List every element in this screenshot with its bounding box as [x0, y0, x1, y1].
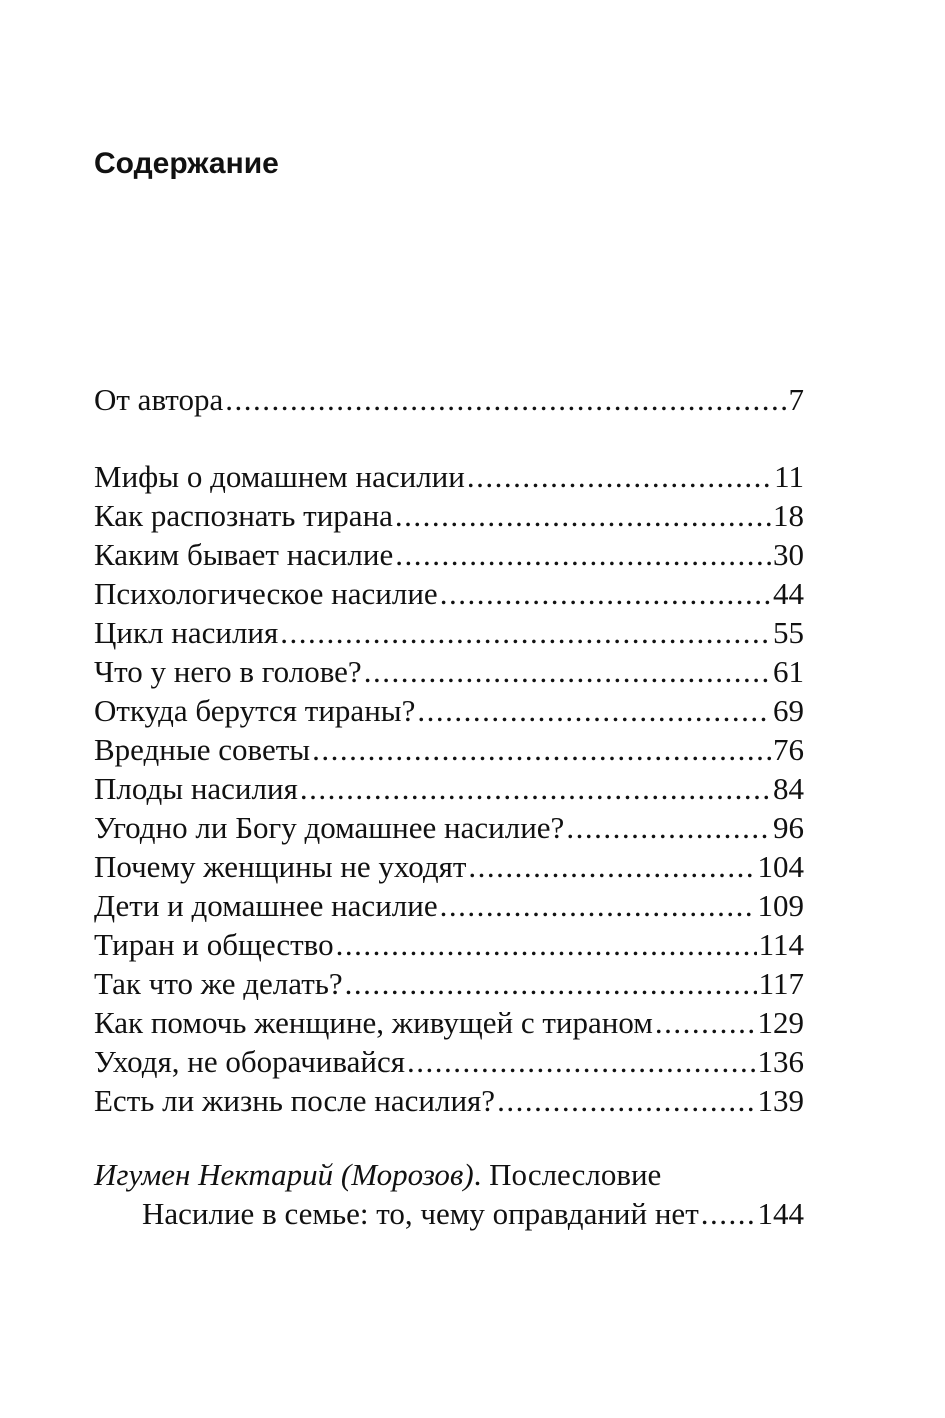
toc-afterword-section [94, 1155, 804, 1233]
toc-entry-page: 84 [773, 771, 804, 806]
toc-entry[interactable] [94, 652, 804, 691]
dot-leader [497, 1081, 755, 1120]
dot-leader [468, 847, 755, 886]
afterword-author: Игумен Нектарий (Морозов) [94, 1157, 474, 1192]
toc-entry-page: 11 [774, 459, 804, 494]
toc-entry-page: 55 [773, 615, 804, 650]
toc-entry-page: 109 [757, 888, 804, 923]
toc-entry-page: 44 [773, 576, 804, 611]
dot-leader [280, 613, 771, 652]
toc-entry[interactable] [94, 613, 804, 652]
toc-entry-page: 136 [757, 1044, 804, 1079]
toc-entry-title: Угодно ли Богу домашнее насилие? [94, 810, 565, 845]
dot-leader [336, 925, 757, 964]
toc-entry-title: Откуда берутся тираны? [94, 693, 416, 728]
toc-entry-title: Вредные советы [94, 732, 311, 767]
dot-leader [312, 730, 771, 769]
afterword-author-separator: . [473, 1157, 482, 1192]
dot-leader [440, 574, 771, 613]
toc-entry-title: Тиран и общество [94, 927, 334, 962]
toc-entry-page: 117 [758, 966, 804, 1001]
toc-entry-page: 76 [773, 732, 804, 767]
toc-entry-page: 61 [773, 654, 804, 689]
afterword-heading [94, 1155, 804, 1194]
toc-entry-afterword[interactable] [94, 1194, 804, 1233]
toc-chapters-list [94, 457, 804, 1120]
toc-entry-page: 104 [757, 849, 804, 884]
toc-entry[interactable] [94, 1081, 804, 1120]
toc-entry-title: Что у него в голове? [94, 654, 362, 689]
toc-entry-title: Как распознать тирана [94, 498, 393, 533]
toc-entry-title: Мифы о домашнем насилии [94, 459, 465, 494]
dot-leader [300, 769, 771, 808]
dot-leader [417, 691, 771, 730]
toc-entry[interactable] [94, 964, 804, 1003]
toc-entry-title: Так что же делать? [94, 966, 343, 1001]
page-title: Содержание [94, 147, 279, 180]
dot-leader [440, 886, 756, 925]
toc-entry[interactable] [94, 496, 804, 535]
toc-entry-page: 96 [773, 810, 804, 845]
toc-entry[interactable] [94, 769, 804, 808]
toc-entry-title: Есть ли жизнь после насилия? [94, 1083, 496, 1118]
dot-leader [467, 457, 772, 496]
toc-entry-page: 144 [757, 1196, 804, 1231]
toc-entry-page: 18 [773, 498, 804, 533]
dot-leader [364, 652, 771, 691]
toc-entry[interactable] [94, 730, 804, 769]
dot-leader [395, 496, 771, 535]
toc-entry[interactable] [94, 886, 804, 925]
toc-entry[interactable] [94, 808, 804, 847]
toc-entry-page: 30 [773, 537, 804, 572]
dot-leader [566, 808, 771, 847]
toc-entry-title: Психологическое насилие [94, 576, 438, 611]
toc-entry[interactable] [94, 457, 804, 496]
afterword-label: Послесловие [489, 1157, 662, 1192]
toc-entry[interactable] [94, 535, 804, 574]
dot-leader [395, 535, 771, 574]
toc-entry-title: Цикл насилия [94, 615, 279, 650]
toc-entry-page: 129 [757, 1005, 804, 1040]
toc-intro-section [94, 380, 804, 419]
toc-entry-title: Каким бывает насилие [94, 537, 394, 572]
toc-entry-title: Как помочь женщине, живущей с тираном [94, 1005, 653, 1040]
toc-entry[interactable] [94, 925, 804, 964]
toc-entry-title: Почему женщины не уходят [94, 849, 467, 884]
toc-entry-page: 139 [757, 1083, 804, 1118]
dot-leader [407, 1042, 756, 1081]
toc-entry-page: 114 [758, 927, 804, 962]
dot-leader [345, 964, 757, 1003]
toc-entry[interactable] [94, 847, 804, 886]
toc-entry-title: Насилие в семье: то, чему оправданий нет [142, 1196, 699, 1231]
toc-entry-title: Дети и домашнее насилие [94, 888, 438, 923]
dot-leader [655, 1003, 756, 1042]
toc-entry-title: От автора [94, 382, 224, 417]
toc-entry[interactable] [94, 574, 804, 613]
toc-entry-intro[interactable] [94, 380, 804, 419]
toc-entry[interactable] [94, 1042, 804, 1081]
dot-leader [701, 1194, 756, 1233]
toc-entry[interactable] [94, 691, 804, 730]
toc-entry-title: Уходя, не оборачивайся [94, 1044, 405, 1079]
toc-entry-title: Плоды насилия [94, 771, 298, 806]
toc-entry-page: 69 [773, 693, 804, 728]
toc-entry-page: 7 [788, 382, 804, 417]
dot-leader [225, 380, 786, 419]
toc-entry[interactable] [94, 1003, 804, 1042]
